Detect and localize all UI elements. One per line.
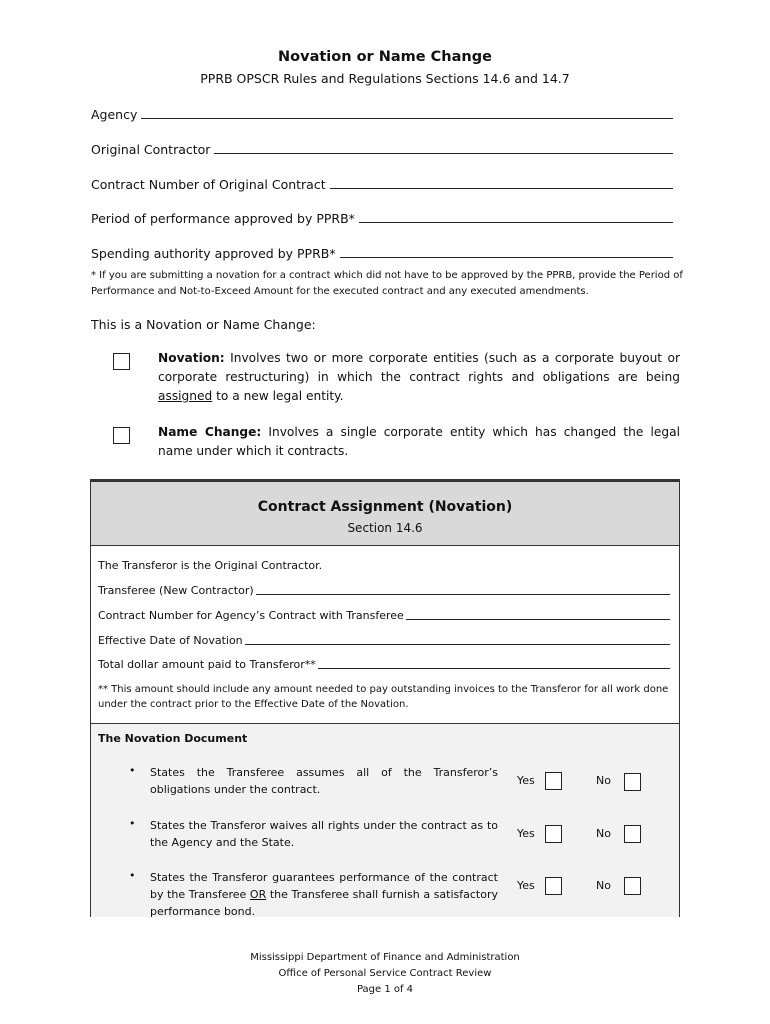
contract-assignment-section bbox=[90, 479, 680, 917]
effective-date-input-line[interactable] bbox=[245, 644, 670, 645]
novation-checkbox[interactable] bbox=[113, 353, 130, 370]
name-change-term: Name Change: bbox=[158, 425, 262, 439]
effective-date-field[interactable] bbox=[98, 631, 670, 647]
name-change-description bbox=[158, 423, 680, 461]
no-label: No bbox=[596, 774, 611, 787]
effective-date-label: Effective Date of Novation bbox=[98, 634, 243, 647]
yes-checkbox[interactable] bbox=[545, 877, 562, 895]
original-contractor-field[interactable] bbox=[91, 137, 673, 157]
section-title: Contract Assignment (Novation) bbox=[257, 499, 513, 515]
novation-term: Novation: bbox=[158, 351, 225, 365]
name-change-option[interactable] bbox=[113, 426, 683, 464]
item-text bbox=[150, 869, 498, 920]
transferee-contract-number-label: Contract Number for Agency’s Contract with Transferee bbox=[98, 609, 404, 622]
contract-number-field[interactable] bbox=[91, 172, 673, 192]
contract-number-input-line[interactable] bbox=[330, 188, 673, 189]
novation-text-end: to a new legal entity. bbox=[216, 389, 344, 403]
agency-field[interactable] bbox=[91, 102, 673, 122]
section-number: Section 14.6 bbox=[347, 521, 423, 535]
total-paid-label: Total dollar amount paid to Transferor** bbox=[98, 658, 316, 671]
item-text-start: States the Transferor guarantees performance of the contract by the Transferee bbox=[150, 871, 498, 901]
period-of-performance-input-line[interactable] bbox=[359, 222, 673, 223]
novation-option[interactable] bbox=[113, 352, 683, 408]
novation-document-title: The Novation Document bbox=[98, 732, 248, 745]
transferee-field[interactable] bbox=[98, 581, 670, 597]
no-label: No bbox=[596, 827, 611, 840]
transferee-contract-number-input-line[interactable] bbox=[406, 619, 670, 620]
transferee-label: Transferee (New Contractor) bbox=[98, 584, 254, 597]
page-title: Novation or Name Change bbox=[278, 49, 492, 65]
agency-input-line[interactable] bbox=[141, 118, 673, 119]
name-change-checkbox[interactable] bbox=[113, 427, 130, 444]
page-footer bbox=[0, 950, 770, 998]
novation-description bbox=[158, 349, 680, 406]
novation-document-section bbox=[91, 723, 679, 917]
name-change-text: Involves a single corporate entity which has changed the legal name under which it contracts. bbox=[158, 425, 680, 458]
transferee-input-line[interactable] bbox=[256, 594, 670, 595]
footer-department: Mississippi Department of Finance and Administration bbox=[250, 952, 520, 963]
period-of-performance-label: Period of performance approved by PPRB* bbox=[91, 211, 355, 226]
yes-checkbox[interactable] bbox=[545, 772, 562, 790]
change-type-question: This is a Novation or Name Change: bbox=[91, 317, 316, 332]
period-of-performance-field[interactable] bbox=[91, 206, 673, 226]
footer-office: Office of Personal Service Contract Review bbox=[278, 968, 492, 979]
item-text: States the Transferee assumes all of the Transferor’s obligations under the contract. bbox=[150, 766, 498, 796]
transferee-contract-number-field[interactable] bbox=[98, 606, 670, 622]
amount-note: ** This amount should include any amount needed to pay outstanding invoices to the Transferor for all work done under the contract prior to the Effective Date of the Novation. bbox=[98, 684, 669, 710]
spending-authority-field[interactable] bbox=[91, 241, 673, 261]
yes-label: Yes bbox=[517, 879, 535, 892]
no-label: No bbox=[596, 879, 611, 892]
spending-authority-input-line[interactable] bbox=[340, 257, 673, 258]
bullet-icon: • bbox=[129, 869, 136, 882]
no-checkbox[interactable] bbox=[624, 773, 641, 791]
no-checkbox[interactable] bbox=[624, 877, 641, 895]
no-checkbox[interactable] bbox=[624, 825, 641, 843]
item-text-or: OR bbox=[249, 888, 267, 901]
spending-authority-label: Spending authority approved by PPRB* bbox=[91, 246, 336, 261]
page-subtitle: PPRB OPSCR Rules and Regulations Sections 14.6 and 14.7 bbox=[200, 71, 570, 86]
original-contractor-input-line[interactable] bbox=[214, 153, 673, 154]
transferor-note bbox=[98, 556, 670, 572]
yes-label: Yes bbox=[517, 827, 535, 840]
bullet-icon: • bbox=[129, 817, 136, 830]
footnote: * If you are submitting a novation for a contract which did not have to be approved by the PPRB, provide the Period of Performance and Not-to-Exceed Amount for the executed contract and any executed amendments. bbox=[91, 270, 683, 297]
section-header bbox=[91, 482, 679, 546]
novation-assigned-word: assigned bbox=[158, 389, 213, 403]
novation-text: Involves two or more corporate entities (such as a corporate buyout or corporate restructuring) in which the contract rights and obligations are being bbox=[158, 351, 681, 384]
item-text-end: the Transferee shall furnish a satisfactory performance bond. bbox=[150, 888, 499, 918]
footer-page-number: Page 1 of 4 bbox=[356, 984, 414, 995]
yes-label: Yes bbox=[517, 774, 535, 787]
transferor-note-text: The Transferor is the Original Contractor. bbox=[98, 559, 323, 572]
item-text: States the Transferor waives all rights under the contract as to the Agency and the State. bbox=[150, 819, 498, 849]
total-paid-input-line[interactable] bbox=[318, 668, 670, 669]
original-contractor-label: Original Contractor bbox=[91, 142, 211, 157]
total-paid-field[interactable] bbox=[98, 655, 670, 671]
yes-checkbox[interactable] bbox=[545, 825, 562, 843]
bullet-icon: • bbox=[129, 764, 136, 777]
contract-number-label: Contract Number of Original Contract bbox=[91, 177, 326, 192]
agency-label: Agency bbox=[91, 107, 138, 122]
